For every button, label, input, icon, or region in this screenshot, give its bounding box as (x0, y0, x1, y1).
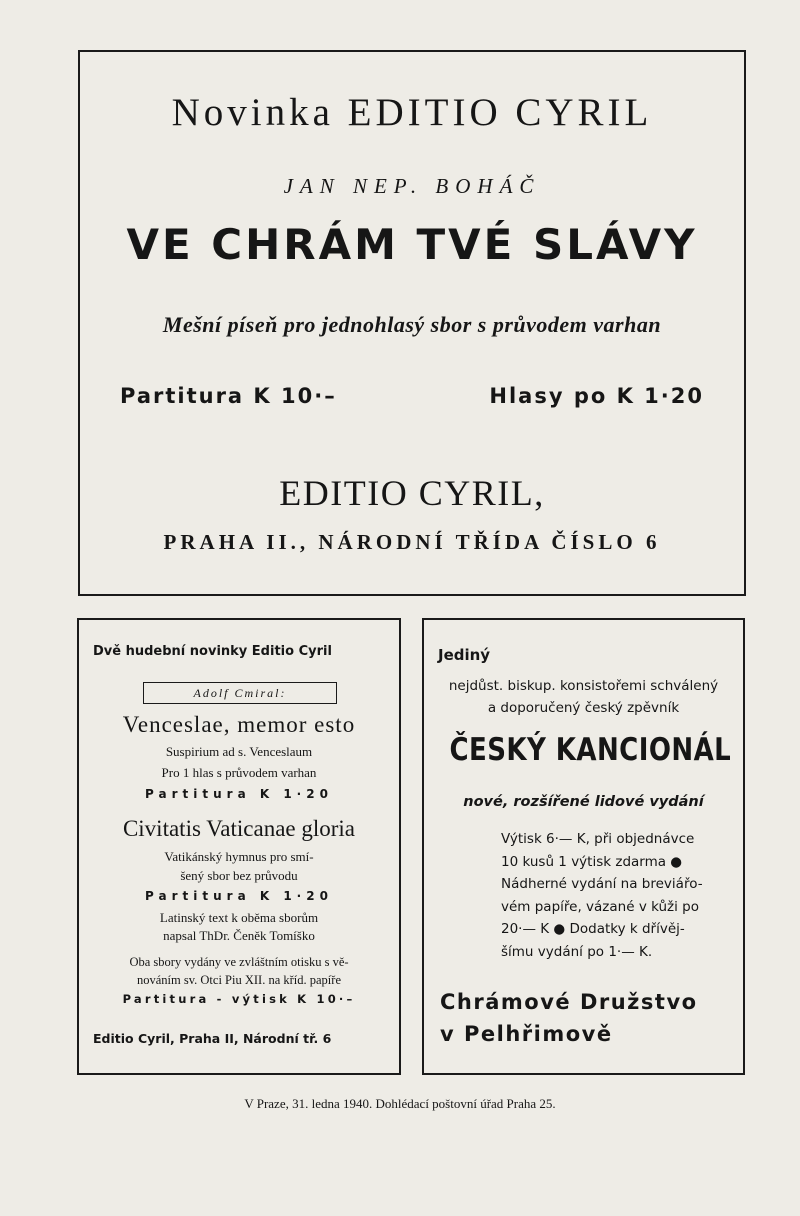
work-1-line-2: Pro 1 hlas s průvodem varhan (161, 765, 317, 780)
work-2-line-1: Vatikánský hymnus pro smí- (164, 849, 314, 864)
publisher-address: Editio Cyril, Praha II, Národní tř. 6 (93, 1031, 332, 1046)
parts-price: Hlasy po K 1·20 (489, 384, 704, 408)
note-line-1: Oba sbory vydány ve zvláštním otisku s vě- (129, 955, 349, 969)
advertisement-editio-cyril (78, 50, 746, 596)
note-line-2: nováním sv. Otci Piu XII. na kříd. papíře (136, 973, 341, 987)
work-1-line-1: Suspirium ad s. Venceslaum (165, 744, 313, 759)
score-price: Partitura K 10·– (120, 384, 337, 408)
advertisement-music-novelties (77, 618, 401, 1075)
publisher-address: PRAHA II., NÁRODNÍ TŘÍDA ČÍSLO 6 (163, 530, 661, 554)
body-line: Nádherné vydání na breviářo- (501, 876, 703, 892)
body-line: vém papíře, vázané v kůži po (501, 898, 700, 915)
approval-line-1: nejdůst. biskup. konsistořemi schválený (448, 678, 719, 694)
composer-name: JAN NEP. BOHÁČ (283, 174, 541, 198)
approval-line-2: a doporučený český zpěvník (487, 700, 680, 716)
edition-note: nové, rozšířené lidové vydání (463, 794, 704, 810)
ad-heading: Jediný (438, 646, 491, 664)
body-line: šímu vydání po 1·— K. (501, 943, 653, 960)
work-1-price: Partitura K 1·20 (145, 787, 333, 801)
publisher-name-line-1: Chrámové Družstvo (440, 990, 698, 1014)
advertisement-kancional (422, 618, 745, 1075)
body-line: Výtisk 6·— K, při objednávce (501, 831, 695, 847)
work-description: Mešní píseň pro jednohlasý sbor s průvodem varhan (162, 312, 662, 337)
reprint-price: Partitura - výtisk K 10·– (122, 992, 356, 1006)
work-2-line-2: šený sbor bez průvodu (180, 868, 298, 883)
publisher-name-line-2: v Pelhřimově (440, 1022, 613, 1046)
work-title-1: Venceslae, memor esto (122, 712, 356, 737)
work-2-line-3: Latinský text k oběma sborům (159, 910, 319, 925)
ad-title: Novinka EDITIO CYRIL (171, 91, 653, 134)
work-2-price: Partitura K 1·20 (145, 889, 333, 903)
page-footer: V Praze, 31. ledna 1940. Dohlédací poštovní úřad Praha 25. (244, 1096, 556, 1111)
body-line: 10 kusů 1 výtisk zdarma ● (501, 853, 683, 870)
body-line: 20·— K ● Dodatky k dřívěj- (501, 921, 685, 937)
work-title-2: Civitatis Vaticanae gloria (122, 816, 356, 841)
ad-heading: Dvě hudební novinky Editio Cyril (93, 644, 332, 659)
work-title: VE CHRÁM TVÉ SLÁVY (126, 220, 698, 269)
composer-name-box: Adolf Cmiral: (143, 682, 337, 704)
work-2-line-4: napsal ThDr. Čeněk Tomíško (163, 928, 315, 943)
price-description (501, 828, 737, 963)
book-title: ČESKÝ KANCIONÁL (449, 732, 732, 768)
publisher-name: EDITIO CYRIL, (279, 473, 545, 513)
